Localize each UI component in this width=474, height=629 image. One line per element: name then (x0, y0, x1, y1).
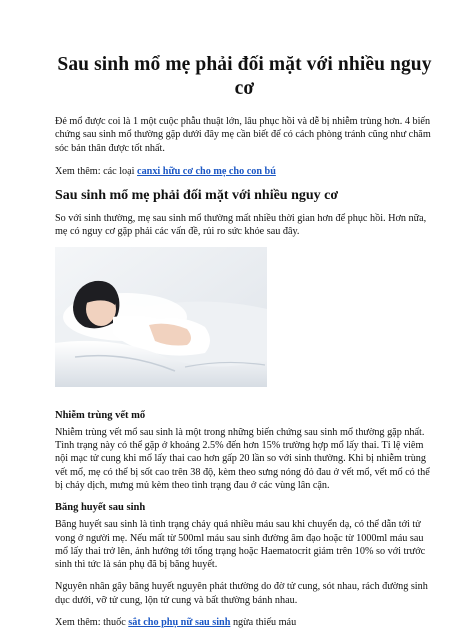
hemorrhage-paragraph-2: Nguyên nhân gây băng huyết nguyên phát thường do đờ tử cung, sót nhau, rách đường sinh dục dưới, vỡ tử cung, lộn tử cung và bất thường bánh nhau. (55, 581, 428, 606)
see-also-2-suffix: ngừa thiếu máu (230, 617, 297, 629)
see-also-2-prefix: Xem thêm: thuốc (55, 617, 129, 629)
see-also-line-2 (55, 616, 434, 629)
intro-paragraph: Đẻ mổ được coi là 1 một cuộc phẫu thuật lớn, lâu phục hồi và dễ bị nhiễm trùng hơn. 4 biến chứng sau sinh mổ thường gặp dưới đây mẹ cần biết để có cách phòng tránh cũng như chăm sóc bản thân được tốt nhất. (55, 116, 431, 154)
see-also-prefix: Xem thêm: các loại (55, 165, 138, 177)
hemorrhage-heading: Băng huyết sau sinh (55, 502, 146, 514)
section-heading: Sau sinh mổ mẹ phải đối mặt với nhiều nguy cơ (55, 188, 339, 204)
infection-paragraph: Nhiễm trùng vết mổ sau sinh là một trong những biến chứng sau sinh mổ thường gặp nhất. Tình trạng này có thể gặp ở khoảng 2.5% đến hơn 15% trường hợp mổ lấy thai. Tỉ lệ viêm nội mạc tử cung khi mổ lấy thai cao hơn gấp 20 lần so với sinh thường. Khi bị nhiễm trùng vết mổ, mẹ có thể bị sốt cao trên 38 độ, kèm theo sưng nóng đỏ đau ở vết mổ, vết mổ có thể bị chảy dịch, mưng mủ kèm theo tình trạng đau ở các vùng lân cận. (55, 426, 430, 491)
page-title: Sau sinh mổ mẹ phải đối mặt với nhiều nguy cơ (57, 54, 432, 99)
mother-in-bed-photo (55, 247, 267, 387)
hemorrhage-section (55, 501, 434, 607)
iron-supplement-link[interactable]: sắt cho phụ nữ sau sinh (128, 617, 231, 629)
infection-heading: Nhiễm trùng vết mổ (55, 409, 146, 421)
see-also-line-1 (55, 165, 434, 178)
hemorrhage-paragraph-1: Băng huyết sau sinh là tình trạng chảy quá nhiều máu sau khi chuyển dạ, có thể dẫn tới tử vong ở người mẹ. Nếu mất từ 500ml máu sau sinh đường âm đạo hoặc từ 1000ml máu sau mổ lấy thai trở lên, ảnh hưởng tới tổng trạng hoặc Haematocrit giảm trên 10% so với trước sinh thì tức là sản phụ đã bị băng huyết. (55, 519, 426, 571)
infection-section (55, 409, 434, 492)
calcium-link[interactable]: canxi hữu cơ cho mẹ cho con bú (137, 165, 276, 177)
section-paragraph: So với sinh thường, mẹ sau sinh mổ thường mất nhiều thời gian hơn để phục hồi. Hơn nữa, mẹ có nguy cơ gặp phải các vấn đề, rủi ro sức khỏe sau đây. (55, 213, 427, 238)
